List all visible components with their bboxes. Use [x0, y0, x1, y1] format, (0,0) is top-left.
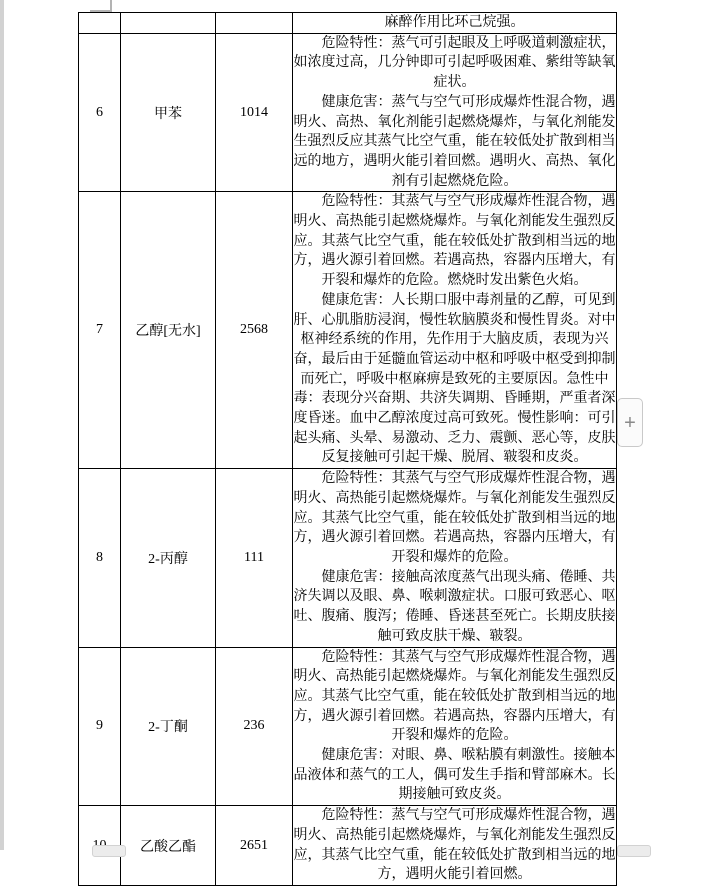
cell-description[interactable] [293, 192, 617, 469]
cell-row-number[interactable]: 7 [79, 192, 121, 469]
cell-description[interactable] [293, 806, 617, 886]
cell-chemical-name[interactable]: 甲苯 [121, 33, 216, 192]
cell-chemical-name[interactable]: 乙酸乙酯 [121, 806, 216, 886]
hazard-paragraph: 危险特性：蒸气与空气可形成爆炸性混合物，遇明火、高热能引起燃烧爆炸，与氧化剂能发生强烈反应，其蒸气比空气重，能在较低处扩散到相当远的地方，遇明火能引着回燃。 [293, 808, 616, 883]
cell-name-empty[interactable] [121, 13, 216, 34]
table-row [79, 469, 617, 647]
table-row [79, 192, 617, 469]
cell-description-continuation[interactable] [293, 13, 617, 34]
hazard-paragraph: 危险特性：其蒸气与空气形成爆炸性混合物，遇明火、高热能引起燃烧爆炸。与氧化剂能发生强烈反应。其蒸气比空气重，能在较低处扩散到相当远的地方，遇火源引着回燃。若遇高热，容器内压增大，有开裂和爆炸的危险。燃烧时发出紫色火焰。 [293, 194, 616, 289]
app-background-edge [0, 0, 4, 850]
table-row [79, 647, 617, 806]
cell-description[interactable] [293, 647, 617, 806]
cell-un-number[interactable]: 1014 [216, 33, 293, 192]
cell-description[interactable] [293, 33, 617, 192]
health-paragraph: 健康危害：对眼、鼻、喉粘膜有刺激性。接触本品液体和蒸气的工人，偶可发生手指和臂部麻木。长期接触可致皮炎。 [293, 748, 616, 803]
health-paragraph: 健康危害：蒸气与空气可形成爆炸性混合物，遇明火、高热、氧化剂能引起燃烧爆炸，与氧化剂能发生强烈反应其蒸气比空气重，能在较低处扩散到相当远的地方，遇明火能引着回燃。遇明火、高热、氧化剂有引起燃烧危险。 [293, 94, 616, 189]
cell-chemical-name[interactable]: 乙醇[无水] [121, 192, 216, 469]
health-paragraph: 健康危害：人长期口服中毒剂量的乙醇，可见到肝、心肌脂肪浸润，慢性软脑膜炎和慢性胃炎。对中枢神经系统的作用，先作用于大脑皮质，表现为兴奋，最后由于延髓血管运动中枢和呼吸中枢受到抑制而死亡，呼吸中枢麻痹是致死的主要原因。急性中毒：表现分兴奋期、共济失调期、昏睡期，严重者深度昏迷。血中乙醇浓度过高可致死。慢性影响：可引起头痛、头晕、易激动、乏力、震颤、恶心等，皮肤反复接触可引起干燥、脱屑、皲裂和皮炎。 [293, 292, 616, 466]
cell-un-number[interactable]: 111 [216, 469, 293, 647]
description-text: 麻醉作用比环己烷强。 [384, 15, 525, 30]
cell-row-number[interactable]: 8 [79, 469, 121, 647]
column-guide-line [110, 0, 112, 10]
cell-row-number[interactable]: 6 [79, 33, 121, 192]
hazard-paragraph: 危险特性：其蒸气与空气形成爆炸性混合物，遇明火、高热能引起燃烧爆炸。与氧化剂能发生强烈反应。其蒸气比空气重，能在较低处扩散到相当远的地方，遇火源引着回燃。若遇高热，容器内压增大，有开裂和爆炸的危险。 [293, 649, 616, 744]
hazard-paragraph: 危险特性：蒸气可引起眼及上呼吸道刺激症状，如浓度过高，几分钟即可引起呼吸困难、紫绀等缺氧症状。 [293, 35, 616, 91]
cell-un-empty[interactable] [216, 13, 293, 34]
cell-no-empty[interactable] [79, 13, 121, 34]
bottom-right-handle[interactable] [617, 845, 651, 857]
cell-chemical-name[interactable]: 2-丙醇 [121, 469, 216, 647]
cell-un-number[interactable]: 236 [216, 647, 293, 806]
table-row [79, 806, 617, 886]
cell-un-number[interactable]: 2651 [216, 806, 293, 886]
cell-un-number[interactable]: 2568 [216, 192, 293, 469]
hazard-paragraph: 危险特性：其蒸气与空气形成爆炸性混合物，遇明火、高热能引起燃烧爆炸。与氧化剂能发生强烈反应。其蒸气比空气重，能在较低处扩散到相当远的地方，遇火源引着回燃。若遇高热，容器内压增大，有开裂和爆炸的危险。 [293, 471, 616, 565]
cell-chemical-name[interactable]: 2-丁酮 [121, 647, 216, 806]
plus-button[interactable]: + [617, 398, 643, 447]
table-row-continuation [79, 13, 617, 34]
table-row [79, 33, 617, 192]
health-paragraph: 健康危害：接触高浓度蒸气出现头痛、倦睡、共济失调以及眼、鼻、喉刺激症状。口服可致恶心、呕吐、腹痛、腹泻；倦睡、昏迷甚至死亡。长期皮肤接触可致皮肤干燥、皲裂。 [293, 569, 616, 644]
bottom-left-handle[interactable] [92, 845, 126, 857]
cell-row-number[interactable]: 9 [79, 647, 121, 806]
hazardous-chemicals-table [78, 12, 617, 886]
cell-description[interactable] [293, 469, 617, 647]
